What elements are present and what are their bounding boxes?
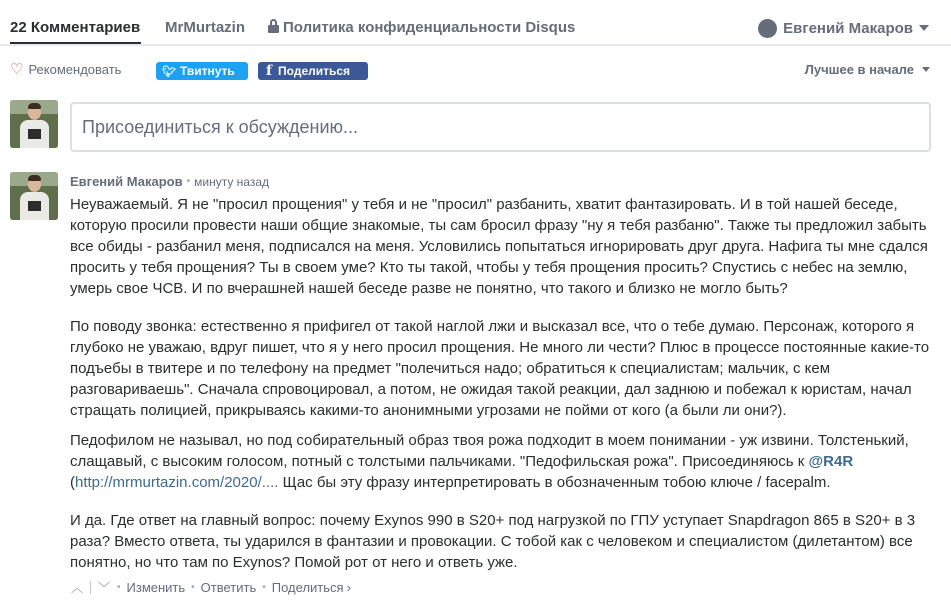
url-link[interactable]: http://mrmurtazin.com/2020/.... — [75, 474, 279, 491]
edit-button[interactable]: Изменить — [126, 580, 186, 595]
comment-paragraph-3 — [70, 430, 909, 493]
comment-input[interactable] — [82, 117, 912, 138]
user-name: Евгений Макаров — [783, 19, 913, 37]
tab-comments-count[interactable]: 22 Комментариев — [10, 19, 141, 36]
facebook-f-icon: f — [266, 63, 273, 79]
chevron-down-icon[interactable]: ﹀ — [97, 581, 110, 595]
paren-open: ( — [70, 474, 75, 491]
sort-label: Лучшее в начале — [804, 62, 914, 77]
chevron-down-icon — [919, 25, 929, 31]
comment — [70, 174, 936, 595]
recommend-button[interactable] — [10, 62, 121, 77]
chevron-down-icon — [922, 67, 930, 72]
comment-paragraph-4: И да. Где ответ на главный вопрос: почему Exynos 990 в S20+ под нагрузкой по ГПУ уступает Snapdragon 865 в S20+ в 3 раза? Вместо ответа, ты ударился в фантазии и провокации. С тобой как с человеком и специалистом (дилетантом) все понятно, но что там по Exynos? Помой рот от него и ответь уже. — [70, 512, 916, 571]
comment-paragraph-1: Неуважаемый. Я не "просил прощения" у тебя и не "просил" разбанить, хватит фантазировать. И в той нашей беседе, которую просили провести наши общие знакомые, ты сам бросил фразу "ну я тебя разбаню". Также ты предложил забыть все обиды - разбанил меня, подписался на меня. Условились попытаться игнорировать друг друга. Нафига ты мне сдался просить у тебя прощения? Ты в своем уме? Кто ты такой, чтобы у тебя прощения просить? Спустись с небес на землю, умерь свое ЧСВ. И по вчерашней нашей беседе разве не понятно, что такого и близко не могло быть? — [70, 196, 928, 297]
chevron-right-icon: › — [346, 580, 351, 595]
bullet-separator: • — [117, 582, 121, 593]
bullet-separator: • — [186, 176, 191, 187]
comments-nav — [0, 0, 951, 44]
tab-privacy-policy[interactable] — [268, 19, 575, 37]
user-mention-link[interactable]: @R4R — [808, 453, 854, 470]
comment-author[interactable]: Евгений Макаров — [70, 174, 183, 189]
comment-timestamp[interactable]: минуту назад — [194, 175, 269, 189]
compose-box[interactable] — [70, 102, 931, 152]
bullet-separator: • — [191, 582, 195, 593]
chevron-up-icon[interactable]: ︿ — [70, 581, 83, 595]
heart-icon: ♡ — [10, 60, 24, 78]
tweet-label: Твитнуть — [179, 64, 235, 78]
comment-header — [70, 174, 936, 190]
facebook-share-button[interactable] — [258, 62, 368, 80]
paragraph-3-line-1: Педофилом не называл, но под собирательный образ твоя рожа подходит в моем понимании - уж извини. Толстенький, — [70, 432, 909, 449]
thread-actions — [10, 60, 930, 82]
lock-icon — [268, 19, 279, 33]
share-comment-button[interactable] — [272, 580, 351, 595]
comment-footer — [70, 579, 351, 596]
user-menu[interactable] — [758, 18, 929, 38]
privacy-policy-label: Политика конфиденциальности Disqus — [283, 19, 576, 36]
nav-divider — [0, 44, 951, 46]
current-user-avatar[interactable] — [10, 100, 58, 148]
bullet-separator: • — [262, 582, 266, 593]
tab-site-community[interactable]: MrMurtazin — [165, 19, 245, 36]
reply-button[interactable]: Ответить — [200, 580, 257, 595]
vote-divider — [90, 581, 91, 594]
paragraph-3-rest: Щас бы эту фразу интерпретировать в обозначенным тобою ключе / facepalm. — [278, 474, 831, 491]
sort-dropdown[interactable] — [805, 62, 930, 77]
comment-paragraph-2: По поводу звонка: естественно я прифигел от такой наглой лжи и высказал все, что о тебе думаю. Персонаж, которого я глубоко не уважаю, вдруг пишет, что я у него просил прощения. Не много ли чести? Плюс в процессе постоянные какие-то подъебы в твитере и по телефону на предмет "полечиться надо; обратиться к специалистам; мальчик, с кем разговариваешь". Сначала спровоцировал, а потом, не ожидая такой реакции, дал заднюю и побежал к юристам, начал стращать полицией, прикрываясь какими-то анонимными угрозами не пойми от кого (а были ли они?). — [70, 318, 930, 419]
paragraph-3-line-2: слащавый, с высоким голосом, потный с толстыми пальчиками. "Педофильская рожа". Присоединяюсь к — [70, 453, 809, 470]
comment-author-avatar[interactable] — [10, 172, 58, 220]
recommend-label: Рекомендовать — [28, 62, 122, 77]
twitter-bird-icon: 🐦︎ — [162, 65, 176, 78]
tweet-button[interactable] — [156, 62, 248, 80]
facebook-share-label: Поделиться — [278, 64, 351, 78]
share-comment-label: Поделиться — [271, 580, 344, 595]
user-avatar-icon — [758, 19, 777, 38]
